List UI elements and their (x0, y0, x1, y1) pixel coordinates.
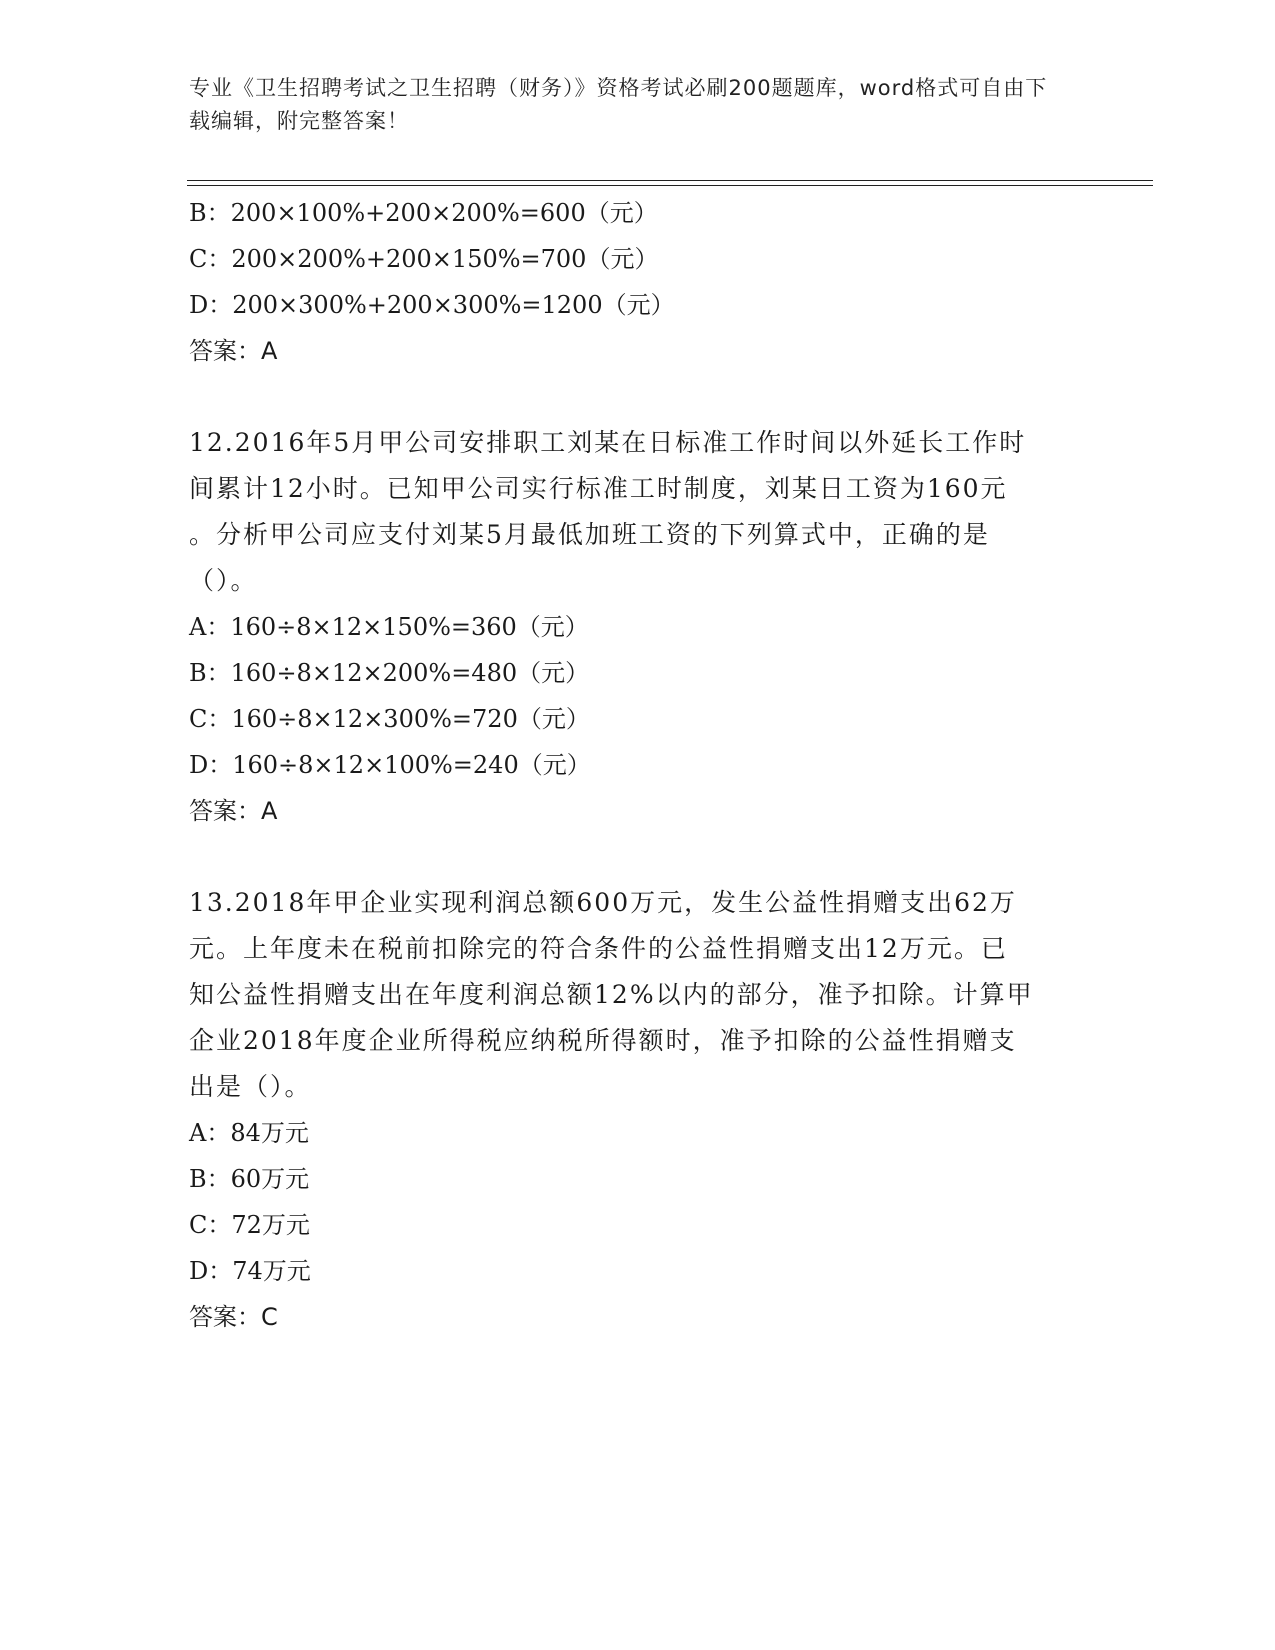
option-b: B：200×100%+200×200%=600（元） (189, 199, 658, 227)
stem-line: 元。上年度未在税前扣除完的符合条件的公益性捐赠支出12万元。已 (189, 934, 1008, 963)
option-b: B：60万元 (189, 1165, 310, 1193)
stem-line: 12.2016年5月甲公司安排职工刘某在日标准工作时间以外延长工作时 (189, 428, 1027, 457)
question-12-answer: 答案：A (189, 797, 278, 825)
question-11-options (189, 190, 1089, 328)
stem-line: 间累计12小时。已知甲公司实行标准工时制度，刘某日工资为160元 (189, 474, 1008, 503)
header-rule-thin (187, 185, 1153, 186)
option-a: A：160÷8×12×150%=360（元） (189, 613, 589, 641)
question-11-answer: 答案：A (189, 337, 278, 365)
option-d: D：200×300%+200×300%=1200（元） (189, 291, 675, 319)
stem-line: 企业2018年度企业所得税应纳税所得额时，准予扣除的公益性捐赠支 (189, 1026, 1017, 1055)
question-12-stem (189, 420, 1089, 604)
header-rule-thick (187, 180, 1153, 181)
spacer (189, 374, 1089, 420)
question-13 (189, 880, 1089, 1340)
option-c: C：160÷8×12×300%=720（元） (189, 705, 590, 733)
option-d: D：160÷8×12×100%=240（元） (189, 751, 591, 779)
document-header (189, 72, 1069, 138)
question-13-stem (189, 880, 1089, 1110)
stem-line: 知公益性捐赠支出在年度利润总额12%以内的部分，准予扣除。计算甲 (189, 980, 1034, 1009)
option-c: C：72万元 (189, 1211, 310, 1239)
question-13-answer: 答案：C (189, 1303, 278, 1331)
option-b: B：160÷8×12×200%=480（元） (189, 659, 590, 687)
option-c: C：200×200%+200×150%=700（元） (189, 245, 659, 273)
stem-line: （）。 (189, 566, 258, 595)
option-a: A：84万元 (189, 1119, 309, 1147)
option-d: D：74万元 (189, 1257, 311, 1285)
stem-line: 出是（）。 (189, 1072, 312, 1101)
header-title: 专业《卫生招聘考试之卫生招聘（财务）》资格考试必刷200题题库，word格式可自由下载编辑，附完整答案！ (189, 76, 1048, 133)
spacer (189, 834, 1089, 880)
stem-line: 。分析甲公司应支付刘某5月最低加班工资的下列算式中，正确的是 (189, 520, 990, 549)
document-body (189, 190, 1089, 1340)
stem-line: 13.2018年甲企业实现利润总额600万元，发生公益性捐赠支出62万 (189, 888, 1017, 917)
question-12 (189, 420, 1089, 834)
